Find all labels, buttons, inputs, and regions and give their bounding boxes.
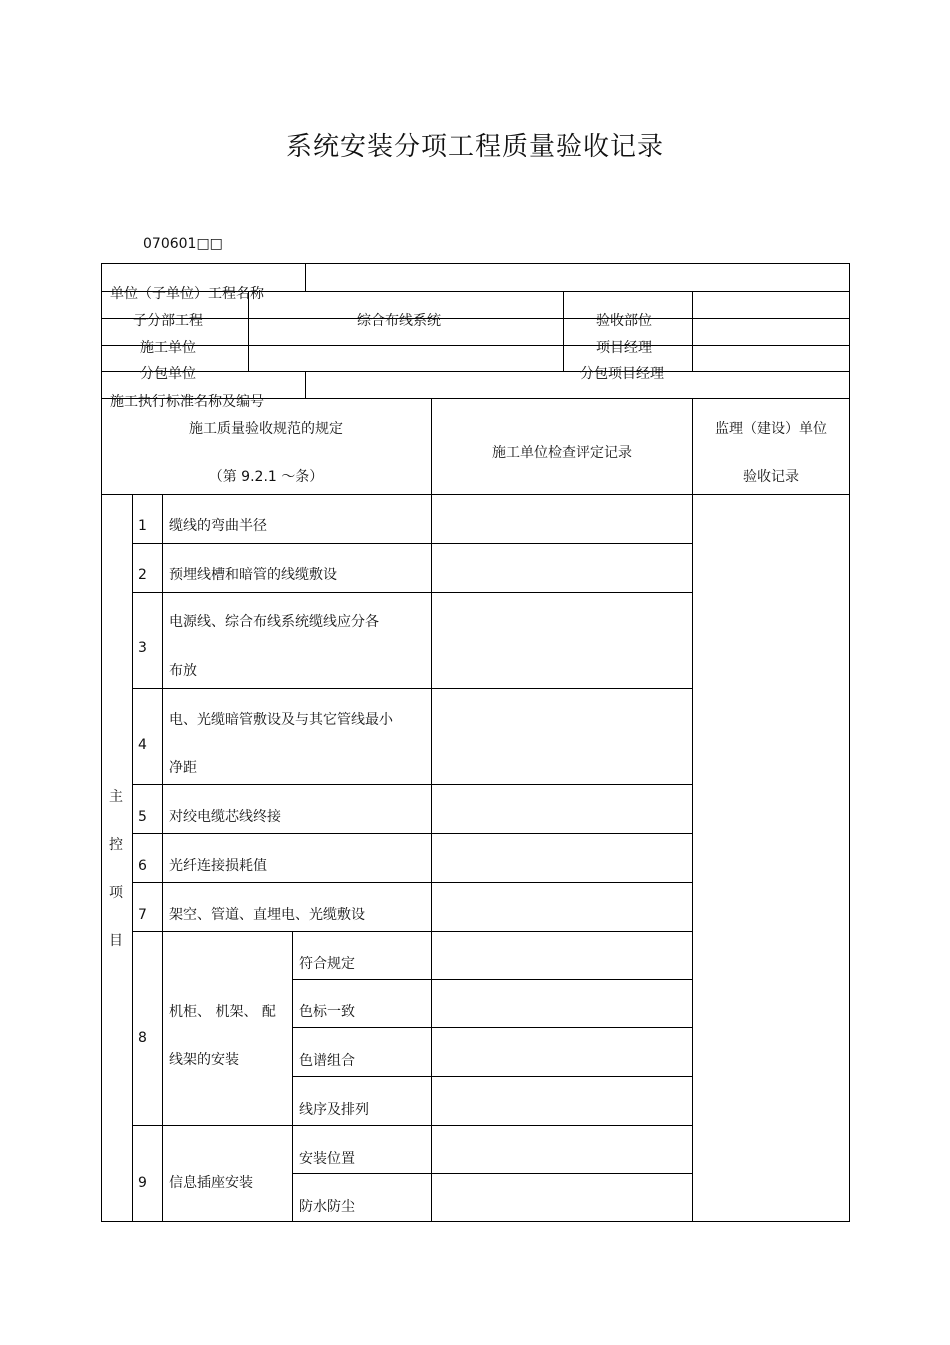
subcontract-manager-label: 分包项目经理	[580, 366, 664, 382]
sub-item: 色谱组合	[299, 1053, 355, 1069]
item-number: 8	[138, 1030, 147, 1046]
item-text-line1: 机柜、 机架、 配	[169, 1004, 276, 1020]
spec-header-line1: 施工质量验收规范的规定	[189, 421, 343, 437]
main-control-char-2: 控	[109, 837, 123, 853]
item-text-line1: 电、光缆暗管敷设及与其它管线最小	[169, 712, 393, 728]
item-text-line1: 电源线、综合布线系统缆线应分各	[169, 614, 379, 630]
item-number: 4	[138, 737, 147, 753]
sub-item: 安装位置	[299, 1151, 355, 1167]
sub-item: 色标一致	[299, 1004, 355, 1020]
item-text: 预埋线槽和暗管的线缆敷设	[169, 567, 337, 583]
project-manager-label: 项目经理	[596, 340, 652, 356]
page-title: 系统安装分项工程质量验收记录	[285, 132, 664, 162]
main-control-char-4: 目	[109, 933, 123, 949]
item-number: 3	[138, 640, 147, 656]
acceptance-part-label: 验收部位	[596, 313, 652, 329]
standard-name-label: 施工执行标准名称及编号	[110, 394, 264, 410]
form-code: 070601□□	[143, 236, 223, 252]
item-number: 2	[138, 567, 147, 583]
sub-division-label: 子分部工程	[133, 313, 203, 329]
sub-division-value: 综合布线系统	[357, 313, 441, 329]
item-number: 9	[138, 1175, 147, 1191]
supervision-header-line2: 验收记录	[743, 469, 799, 485]
item-text: 信息插座安装	[169, 1175, 253, 1191]
item-number: 6	[138, 858, 147, 874]
construction-unit-label: 施工单位	[140, 340, 196, 356]
item-text: 缆线的弯曲半径	[169, 518, 267, 534]
spec-header-line2: （第 9.2.1 ～条）	[208, 469, 324, 485]
main-control-char-1: 主	[109, 789, 123, 805]
sub-item: 符合规定	[299, 956, 355, 972]
item-number: 5	[138, 809, 147, 825]
unit-project-name-label: 单位（子单位）工程名称	[110, 286, 264, 302]
item-text-line2: 线架的安装	[169, 1052, 239, 1068]
check-record-header: 施工单位检查评定记录	[492, 445, 632, 461]
item-text: 光纤连接损耗值	[169, 858, 267, 874]
sub-item: 防水防尘	[299, 1199, 355, 1215]
item-number: 1	[138, 518, 147, 534]
supervision-header-line1: 监理（建设）单位	[715, 421, 827, 437]
sub-item: 线序及排列	[299, 1102, 369, 1118]
item-text-line2: 净距	[169, 760, 197, 776]
item-text: 对绞电缆芯线终接	[169, 809, 281, 825]
subcontract-unit-label: 分包单位	[140, 366, 196, 382]
item-text-line2: 布放	[169, 663, 197, 679]
item-text: 架空、管道、直埋电、光缆敷设	[169, 907, 365, 923]
main-control-char-3: 项	[109, 885, 123, 901]
item-number: 7	[138, 907, 147, 923]
